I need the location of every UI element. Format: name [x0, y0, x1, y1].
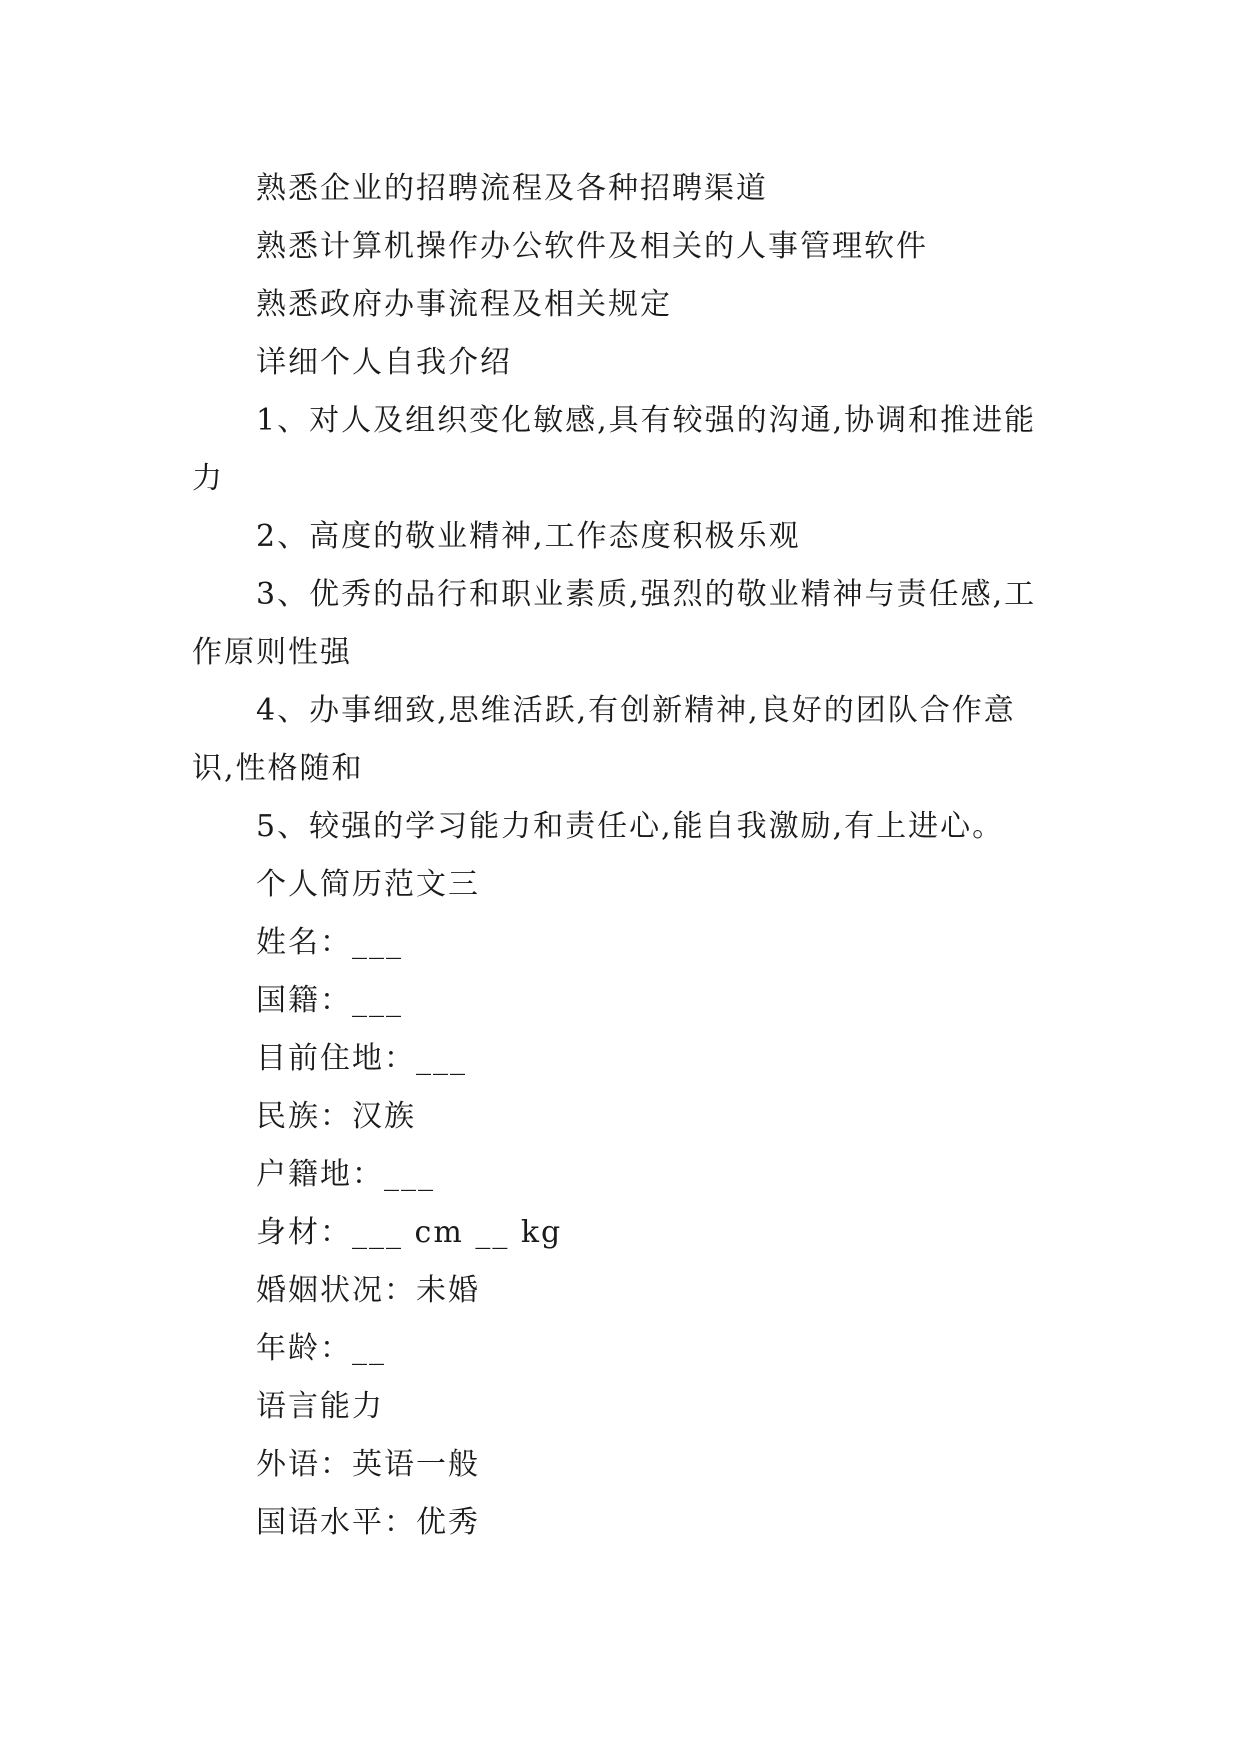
field-ethnicity: 民族：汉族 — [256, 1099, 416, 1134]
list-item-3: 3、优秀的品行和职业素质,强烈的敬业精神与责任感,工作原则性强 — [192, 577, 1037, 670]
section-heading-language: 语言能力 — [256, 1389, 384, 1424]
field-household-registration: 户籍地：___ — [256, 1157, 435, 1192]
list-item-5: 5、较强的学习能力和责任心,能自我激励,有上进心。 — [256, 809, 1005, 844]
paragraph-recruitment: 熟悉企业的招聘流程及各种招聘渠道 — [256, 171, 768, 206]
field-mandarin-level: 国语水平：优秀 — [256, 1505, 480, 1540]
field-marital-status: 婚姻状况：未婚 — [256, 1273, 480, 1308]
field-name: 姓名：___ — [256, 925, 403, 960]
field-age: 年龄：__ — [256, 1331, 386, 1366]
field-current-residence: 目前住地：___ — [256, 1041, 467, 1076]
paragraph-office-software: 熟悉计算机操作办公软件及相关的人事管理软件 — [256, 229, 928, 264]
section-heading-self-intro: 详细个人自我介绍 — [256, 345, 512, 380]
field-foreign-language: 外语：英语一般 — [256, 1447, 480, 1482]
field-nationality: 国籍：___ — [256, 983, 403, 1018]
list-item-4: 4、办事细致,思维活跃,有创新精神,良好的团队合作意识,性格随和 — [192, 693, 1016, 786]
paragraph-government-process: 熟悉政府办事流程及相关规定 — [256, 287, 672, 322]
document-body — [192, 160, 1052, 1552]
section-heading-resume-three: 个人简历范文三 — [256, 867, 480, 902]
field-body-size: 身材：___ cm __ kg — [256, 1215, 563, 1250]
list-item-1: 1、对人及组织变化敏感,具有较强的沟通,协调和推进能力 — [192, 403, 1037, 496]
list-item-2: 2、高度的敬业精神,工作态度积极乐观 — [256, 519, 801, 554]
